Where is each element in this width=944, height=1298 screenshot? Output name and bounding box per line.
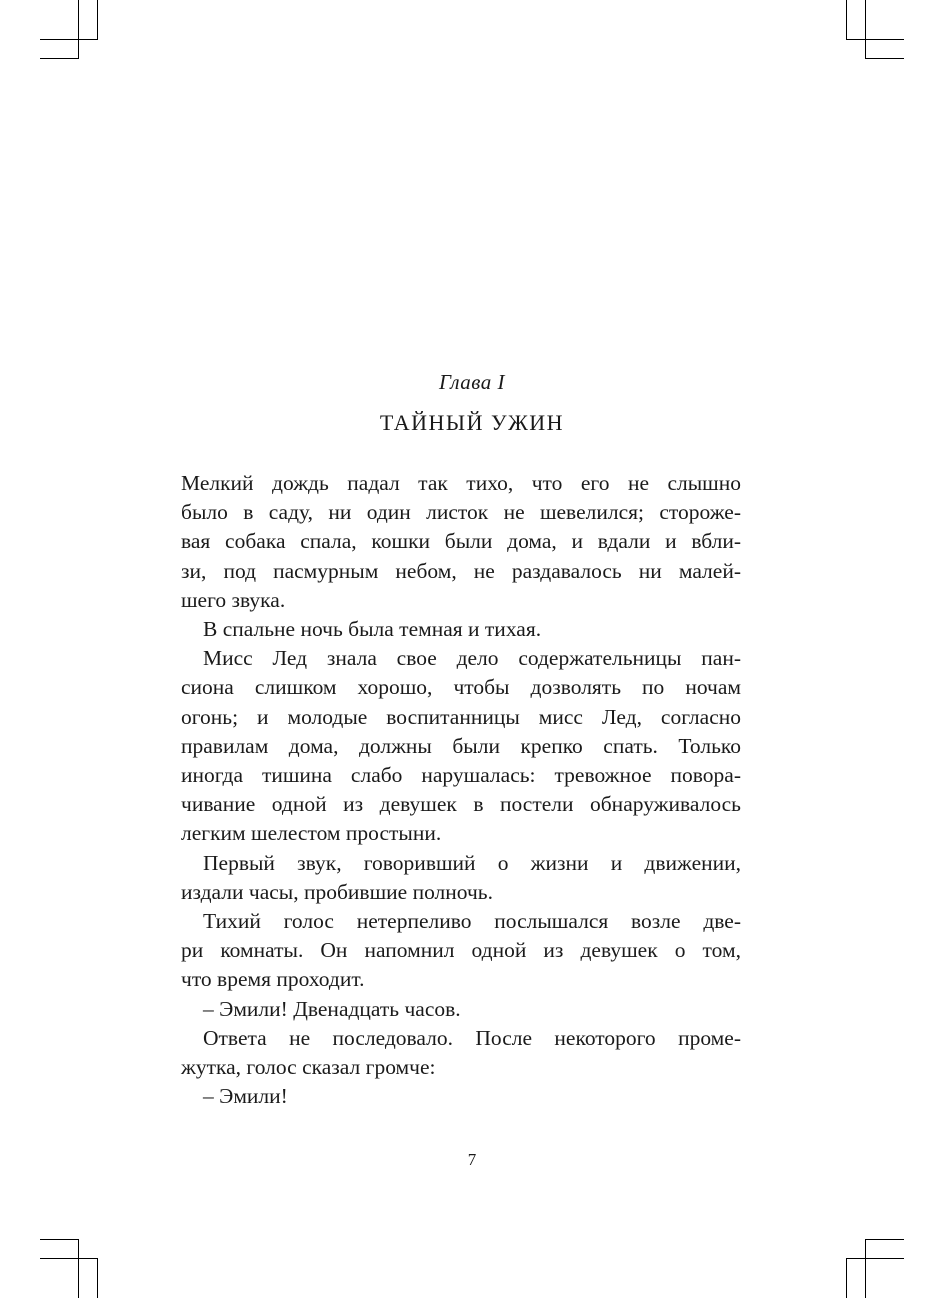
crop-mark-bottom-left-vertical xyxy=(97,1258,98,1298)
crop-mark-bottom-right-vertical xyxy=(846,1258,847,1298)
text-line: – Эмили! Двенадцать часов. xyxy=(203,996,461,1021)
text-line: было в саду, ни один листок не шевелился; стороже- xyxy=(181,500,741,525)
text-line: иногда тишина слабо нарушалась: тревожное повора- xyxy=(181,763,741,788)
crop-mark-top-left-horizontal xyxy=(40,39,98,40)
crop-mark-bottom-left-vertical-outer xyxy=(78,1239,79,1298)
body-text xyxy=(181,469,741,1111)
page-number: 7 xyxy=(467,1150,477,1169)
crop-mark-bottom-left-horizontal-outer xyxy=(40,1239,79,1240)
chapter-label: Глава I xyxy=(439,370,505,394)
text-line: что время проходит. xyxy=(181,967,365,992)
text-line: издали часы, пробившие полночь. xyxy=(181,879,493,904)
text-line: В спальне ночь была темная и тихая. xyxy=(203,617,542,642)
text-line: зи, под пасмурным небом, не раздавалось ни малей- xyxy=(181,558,741,583)
text-line: шего звука. xyxy=(181,587,286,612)
crop-mark-top-right-horizontal xyxy=(846,39,904,40)
crop-mark-bottom-right-vertical-outer xyxy=(865,1239,866,1298)
text-line: Ответа не последовало. После некоторого проме- xyxy=(203,1025,741,1050)
text-line: Мелкий дождь падал так тихо, что его не слышно xyxy=(181,471,741,495)
crop-mark-bottom-left-horizontal xyxy=(40,1258,98,1259)
text-line: Тихий голос нетерпеливо послышался возле две- xyxy=(203,909,741,934)
crop-mark-bottom-right-horizontal-outer xyxy=(865,1239,904,1240)
text-line: чивание одной из девушек в постели обнаруживалось xyxy=(181,792,741,817)
text-line: Первый звук, говоривший о жизни и движении, xyxy=(203,850,741,875)
crop-mark-top-left-horizontal-outer xyxy=(40,58,79,59)
text-line: легким шелестом простыни. xyxy=(181,821,442,846)
text-line: жутка, голос сказал громче: xyxy=(181,1055,436,1080)
crop-mark-top-right-horizontal-outer xyxy=(865,58,904,59)
text-line: правилам дома, должны были крепко спать. Только xyxy=(181,733,741,758)
text-line: вая собака спала, кошки были дома, и вдали и вбли- xyxy=(181,529,741,554)
text-line: ри комнаты. Он напомнил одной из девушек о том, xyxy=(181,938,741,963)
chapter-title: ТАЙНЫЙ УЖИН xyxy=(379,410,565,435)
text-line: сиона слишком хорошо, чтобы дозволять по ночам xyxy=(181,675,741,700)
crop-mark-bottom-right-horizontal xyxy=(846,1258,904,1259)
crop-mark-top-right-vertical-outer xyxy=(865,0,866,58)
crop-mark-top-left-vertical-outer xyxy=(78,0,79,58)
text-line: – Эмили! xyxy=(203,1084,288,1109)
text-line: огонь; и молодые воспитанницы мисс Лед, согласно xyxy=(181,704,741,729)
crop-mark-top-left-vertical xyxy=(97,0,98,40)
text-line: Мисс Лед знала свое дело содержательницы пан- xyxy=(203,646,741,671)
crop-mark-top-right-vertical xyxy=(846,0,847,40)
